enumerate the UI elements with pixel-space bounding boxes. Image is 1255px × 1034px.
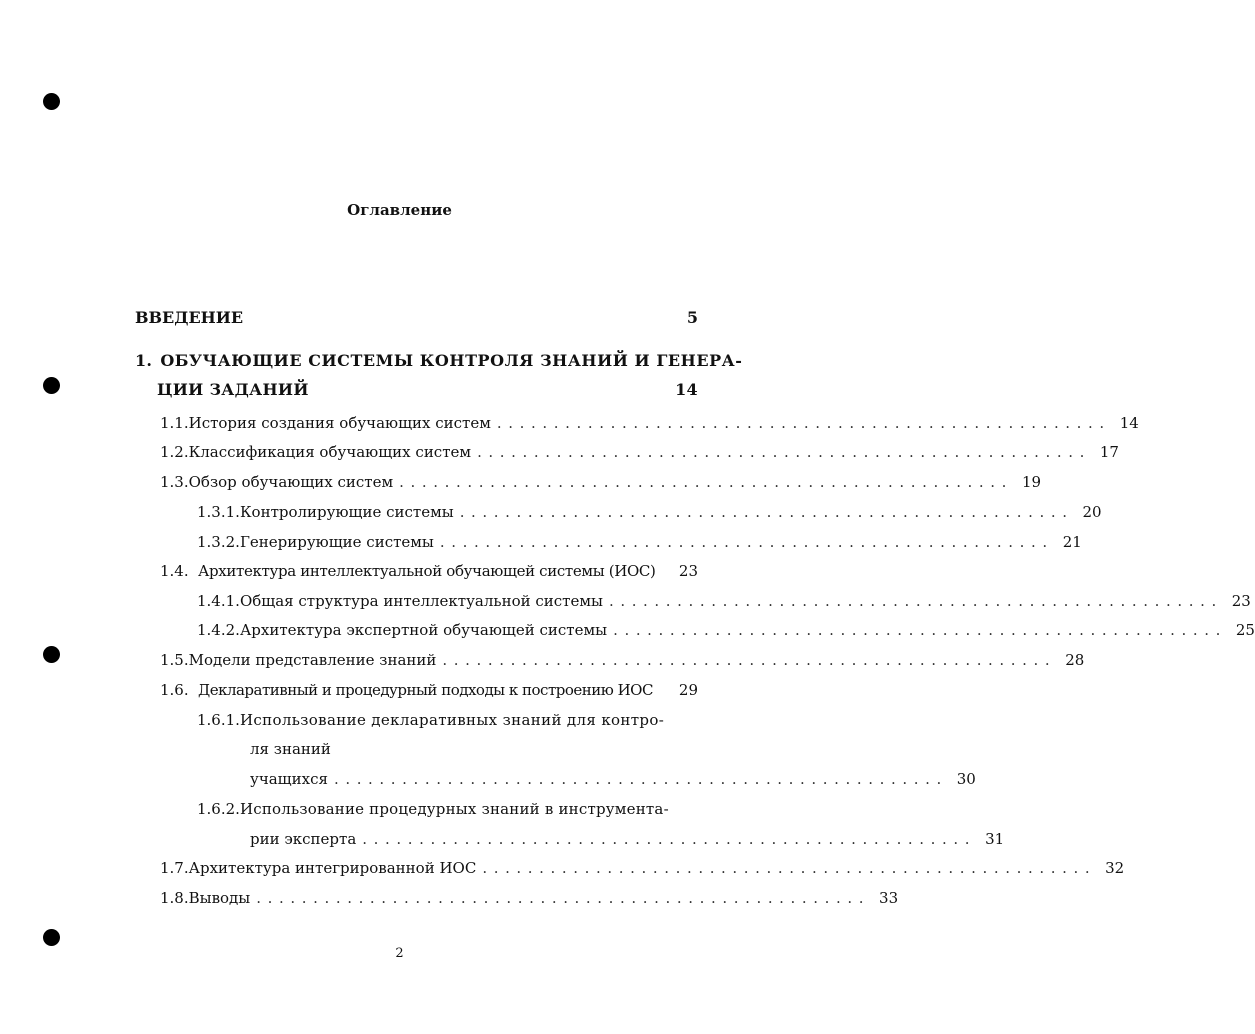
entry-number: 1.4. [160, 562, 189, 580]
entry-number: 1.4.1. [197, 592, 240, 610]
entry-page: 19 [1021, 473, 1042, 491]
page-number: 2 [395, 946, 404, 961]
entry-number: 1.6. [160, 681, 189, 699]
entry-title-line2: ля знаний [250, 740, 331, 758]
entry-title: Декларативный и процедурный подходы к построению ИОС [198, 681, 653, 699]
entry-page: 20 [1082, 503, 1102, 521]
binder-hole-2 [43, 377, 60, 394]
chapter-1-number: 1. [135, 351, 153, 370]
toc-entry-1-6-1-cont2 [250, 770, 976, 788]
toc-entry-1-4 [160, 562, 698, 580]
chapter-1-title-line1: ОБУЧАЮЩИЕ СИСТЕМЫ КОНТРОЛЯ ЗНАНИЙ И ГЕНЕРА- [160, 351, 743, 370]
toc-entry-1-3-1 [197, 503, 1102, 521]
entry-page: 21 [1062, 533, 1082, 551]
entry-page: 32 [1105, 859, 1125, 877]
chapter-1-page: 14 [675, 380, 698, 399]
entry-number: 1.6.2. [197, 800, 240, 818]
entry-page: 28 [1065, 651, 1085, 669]
entry-page: 30 [956, 770, 976, 788]
toc-entry-1-6-2 [197, 800, 669, 818]
entry-title-line3: учащихся [250, 770, 328, 788]
toc-entry-1-4-1 [197, 592, 1251, 610]
dot-leader: ...................................................... [399, 473, 1014, 491]
entry-page: 23 [1231, 592, 1251, 610]
toc-entry-1-6-1-cont [250, 740, 698, 758]
dot-leader: ...................................................... [482, 859, 1097, 877]
entry-page: 29 [678, 681, 698, 699]
entry-title: Архитектура интеллектуальной обучающей системы (ИОС) [198, 562, 656, 580]
toc-entry-1-6-1 [197, 711, 665, 729]
entry-title: Генерирующие системы [239, 533, 434, 551]
toc-entry-1-8 [160, 889, 899, 907]
entry-title-line1: Использование процедурных знаний в инструмента- [239, 800, 669, 818]
toc-entry-1-3 [160, 473, 1042, 491]
entry-page: 17 [1099, 443, 1119, 461]
dot-leader: ...................................................... [477, 443, 1091, 461]
entry-page: 31 [985, 830, 1005, 848]
entry-title: Архитектура интегрированной ИОС [188, 859, 477, 877]
dot-leader: ...................................................... [439, 533, 1054, 551]
dot-leader: ...................................................... [362, 830, 977, 848]
toc-intro [135, 308, 698, 327]
entry-title: Общая структура интеллектуальной системы [239, 592, 603, 610]
binder-hole-4 [43, 929, 60, 946]
toc-entry-1-1 [160, 414, 1139, 432]
entry-page: 14 [1119, 414, 1139, 432]
toc-intro-text: ВВЕДЕНИЕ [135, 308, 244, 327]
dot-leader: ...................................................... [333, 770, 948, 788]
chapter-1-title-line2: ЦИИ ЗАДАНИЙ [157, 380, 309, 399]
entry-title: История создания обучающих систем [188, 414, 491, 432]
dot-leader: ...................................................... [442, 651, 1057, 669]
entry-title-line1: Использование декларативных знаний для контро- [239, 711, 665, 729]
dot-leader: ...................................................... [608, 592, 1223, 610]
dot-leader: ...................................................... [613, 621, 1227, 639]
page-title: Оглавление [347, 201, 452, 219]
entry-number: 1.8. [160, 889, 189, 907]
entry-number: 1.5. [160, 651, 189, 669]
dot-leader: ...................................................... [496, 414, 1111, 432]
entry-title: Модели представление знаний [188, 651, 437, 669]
entry-number: 1.3. [160, 473, 189, 491]
entry-title: Архитектура экспертной обучающей системы [239, 621, 608, 639]
entry-title-line2: рии эксперта [250, 830, 357, 848]
entry-title: Выводы [188, 889, 251, 907]
binder-hole-1 [43, 93, 60, 110]
entry-number: 1.6.1. [197, 711, 240, 729]
entry-title: Обзор обучающих систем [188, 473, 394, 491]
dot-leader: ...................................................... [459, 503, 1074, 521]
entry-number: 1.2. [160, 443, 189, 461]
dot-leader: ...................................................... [256, 889, 871, 907]
entry-title: Контролирующие системы [239, 503, 454, 521]
toc-chapter-1 [135, 351, 743, 399]
entry-number: 1.4.2. [197, 621, 240, 639]
entry-title: Классификация обучающих систем [188, 443, 472, 461]
entry-number: 1.3.2. [197, 533, 240, 551]
entry-number: 1.1. [160, 414, 189, 432]
toc-entry-1-3-2 [197, 533, 1082, 551]
entry-page: 23 [678, 562, 698, 580]
entry-number: 1.7. [160, 859, 189, 877]
toc-entry-1-4-2 [197, 621, 1255, 639]
binder-hole-3 [43, 646, 60, 663]
entry-page: 25 [1235, 621, 1255, 639]
toc-entry-1-7 [160, 859, 1125, 877]
toc-entry-1-6 [160, 681, 698, 699]
toc-entry-1-2 [160, 443, 1119, 461]
toc-entry-1-6-2-cont [250, 830, 1005, 848]
entry-number: 1.3.1. [197, 503, 240, 521]
toc-entry-1-5 [160, 651, 1085, 669]
entry-page: 33 [879, 889, 899, 907]
toc-intro-page: 5 [686, 308, 698, 327]
